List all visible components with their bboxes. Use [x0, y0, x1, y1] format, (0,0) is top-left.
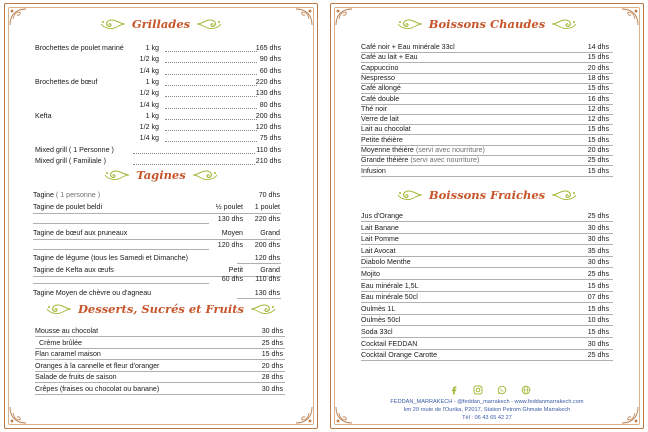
table-row	[5, 274, 317, 285]
dish-name-text: Tagine de poulet beldi	[33, 203, 103, 211]
drink-price: 15 dhs	[587, 125, 609, 134]
drink-price: 30 dhs	[587, 223, 609, 232]
drink-name: Oulmès 50cl	[361, 316, 401, 325]
table-row	[331, 339, 643, 350]
drink-name	[361, 64, 398, 73]
leader-line	[33, 249, 209, 250]
dish-name	[33, 229, 127, 238]
dish-size-price: 70 dhs	[258, 191, 280, 199]
table-row	[331, 304, 643, 315]
section-header-desserts	[5, 298, 317, 320]
drink-price: 30 dhs	[587, 258, 609, 267]
dish-name: Mixed grill ( 1 Personne )	[35, 145, 114, 154]
table-row	[331, 223, 643, 234]
dish-size-price: Grand	[260, 229, 280, 237]
footer-address-line: km 29 route de l'Ourika, P2017, Station Petrom Ghmate Marrakech	[403, 407, 571, 413]
drink-price: 35 dhs	[587, 246, 609, 255]
table-row	[5, 100, 317, 111]
table-row	[331, 350, 643, 361]
leader-line	[361, 360, 613, 361]
drink-name	[361, 125, 411, 134]
dish-name: Brochettes de poulet mariné	[35, 44, 124, 52]
drink-price: 15 dhs	[587, 166, 609, 175]
drink-name: Lait Pomme	[361, 235, 399, 244]
drink-name: Diabolo Menthe	[361, 258, 411, 267]
drink-name	[361, 156, 479, 165]
dish-size-price: 120 dhs	[217, 241, 243, 249]
drink-name: Cocktail Orange Carotte	[361, 351, 438, 360]
corner-ornament-icon	[8, 405, 28, 425]
drink-price: 20 dhs	[587, 63, 609, 72]
leader-line	[33, 223, 209, 224]
drink-name-text: Café double	[361, 94, 400, 103]
dish-price: 90 dhs	[259, 55, 281, 64]
table-row	[5, 326, 317, 337]
drink-price: 15 dhs	[587, 135, 609, 144]
drink-name-text: Café noir + Eau minérale 33cl	[361, 43, 455, 51]
dish-name	[33, 191, 100, 200]
dish-name-text: Tagine Moyen de chèvre ou d'agneau	[33, 289, 152, 297]
dish-size-price: 200 dhs	[254, 241, 280, 249]
leader-line	[237, 263, 281, 264]
table-row	[331, 281, 643, 292]
drink-price: 30 dhs	[587, 235, 609, 244]
dish-price: 200 dhs	[255, 111, 281, 120]
table-row	[5, 361, 317, 372]
section-header-boissons-chaudes	[331, 13, 643, 35]
table-row	[5, 349, 317, 360]
drink-name-text: Verre de lait	[361, 115, 399, 124]
table-row	[331, 246, 643, 257]
drink-price: 18 dhs	[587, 73, 609, 82]
dish-size-price: Grand	[260, 266, 280, 274]
swirl-ornament-icon	[551, 17, 577, 31]
swirl-ornament-icon	[100, 17, 126, 31]
table-row	[5, 338, 317, 349]
table-row	[5, 66, 317, 77]
corner-ornament-icon	[294, 405, 314, 425]
drink-price: 07 dhs	[587, 293, 609, 302]
swirl-ornament-icon	[397, 188, 423, 202]
section-title: Grillades	[131, 17, 191, 31]
dish-price: 25 dhs	[261, 338, 283, 347]
drink-name	[361, 115, 399, 124]
table-row	[5, 190, 317, 201]
menu-page-left	[4, 3, 318, 429]
dish-price: 165 dhs	[255, 44, 281, 52]
drink-name-text: Thé noir	[361, 104, 388, 113]
drink-price: 25 dhs	[587, 212, 609, 220]
swirl-ornament-icon	[250, 302, 276, 316]
section-title: Desserts, Sucrés et Fruits	[77, 302, 245, 316]
drink-price: 10 dhs	[587, 316, 609, 325]
table-row	[5, 54, 317, 65]
leader-dots	[165, 51, 257, 52]
drink-price: 12 dhs	[587, 115, 609, 124]
dish-price: 75 dhs	[259, 134, 281, 143]
dish-name: Salade de fruits de saison	[35, 373, 117, 382]
drink-name: Soda 33cl	[361, 328, 393, 336]
drink-name: Eau minérale 1,5L	[361, 281, 419, 290]
dish-name: Kefta	[35, 111, 52, 120]
dish-name-text: Tagine de bœuf aux pruneaux	[33, 229, 128, 237]
dish-price: 110 dhs	[256, 145, 281, 154]
table-row	[331, 315, 643, 326]
table-row	[5, 384, 317, 395]
swirl-ornament-icon	[551, 188, 577, 202]
leader-dots	[165, 74, 257, 75]
drink-price: 25 dhs	[587, 270, 609, 278]
instagram-icon[interactable]	[473, 385, 483, 395]
table-row	[5, 240, 317, 251]
table-row	[5, 372, 317, 383]
dish-size-price: 120 dhs	[254, 254, 280, 262]
drink-name	[361, 105, 387, 114]
dish-name: Oranges à la cannelle et fleur d'oranger	[35, 361, 160, 370]
dish-quantity: 1/4 kg	[139, 66, 159, 75]
dish-name-text: Tagine	[33, 191, 54, 199]
swirl-ornament-icon	[397, 17, 423, 31]
dish-name: Crème brûlée	[39, 338, 82, 347]
leader-dots	[165, 108, 257, 109]
table-row	[5, 77, 317, 88]
drink-name-text: Lait au chocolat	[361, 125, 411, 134]
drink-name	[361, 84, 401, 93]
drink-name-text: Petite théière	[361, 135, 403, 144]
footer-phone-line: Tél : 06 43 65 42 27	[462, 415, 512, 421]
leader-line	[33, 283, 209, 284]
table-row	[5, 43, 317, 54]
dish-price: 120 dhs	[255, 123, 281, 132]
dish-price: 60 dhs	[259, 66, 281, 75]
drink-price: 15 dhs	[587, 84, 609, 93]
drink-note: (servi avec nourriture)	[410, 156, 480, 165]
drink-price: 25 dhs	[587, 351, 609, 360]
table-row	[5, 111, 317, 122]
table-row	[331, 269, 643, 280]
table-row	[5, 214, 317, 225]
dish-price: 220 dhs	[255, 77, 281, 86]
drink-name-text: Infusion	[361, 166, 386, 175]
menu-page-right	[330, 3, 644, 429]
leader-dots	[165, 96, 257, 97]
dish-quantity: 1 kg	[145, 44, 159, 52]
section-title: Tagines	[136, 168, 186, 182]
leader-dots	[165, 119, 257, 120]
section-header-grillades	[5, 13, 317, 35]
dish-size-price: 60 dhs	[221, 275, 243, 283]
section-header-tagines	[5, 164, 317, 186]
section-header-boissons-fraiches	[331, 184, 643, 206]
leader-line	[35, 394, 285, 395]
drink-price: 25 dhs	[587, 156, 609, 165]
drink-name	[361, 53, 418, 62]
table-row	[5, 88, 317, 99]
swirl-ornament-icon	[196, 17, 222, 31]
dish-quantity: 1/4 kg	[139, 134, 159, 143]
dish-name	[33, 289, 151, 298]
dish-name-text: Tagine de légume (tous les Samedi et Dimanche)	[33, 254, 188, 262]
drink-price: 15 dhs	[587, 328, 609, 336]
drink-price: 15 dhs	[587, 53, 609, 62]
drink-name: Mojito	[361, 270, 380, 278]
dish-name: Brochettes de bœuf	[35, 77, 98, 86]
table-row	[5, 133, 317, 144]
swirl-ornament-icon	[46, 302, 72, 316]
leader-dots	[133, 153, 255, 154]
drink-price: 14 dhs	[587, 43, 609, 51]
drink-name	[361, 74, 395, 83]
dish-quantity: 1/2 kg	[139, 123, 159, 132]
table-row	[5, 228, 317, 239]
drink-name	[361, 95, 399, 104]
drink-name: Cocktail FEDDAN	[361, 339, 418, 348]
dish-price: 20 dhs	[261, 361, 283, 370]
drink-name: Oulmès 1L	[361, 304, 396, 313]
leader-dots	[165, 62, 257, 63]
dish-name: Flan caramel maison	[35, 350, 101, 359]
leader-line	[361, 176, 613, 177]
drink-name	[361, 136, 403, 145]
drink-name-text: Cappuccino	[361, 63, 399, 72]
dish-size-price: 110 dhs	[255, 275, 280, 283]
section-title: Boissons Chaudes	[428, 17, 546, 31]
leader-dots	[165, 130, 257, 131]
table-row	[331, 327, 643, 338]
web-icon[interactable]	[521, 385, 531, 395]
dish-price: 30 dhs	[261, 385, 283, 393]
dish-note: ( 1 personne )	[55, 191, 101, 199]
drink-name: Lait Banane	[361, 223, 399, 232]
dish-price: 210 dhs	[255, 157, 281, 165]
table-row	[331, 234, 643, 245]
dish-name: Mixed grill ( Familiale )	[35, 157, 106, 165]
dish-name-text: Tagine de Kefta aux œufs	[33, 266, 114, 274]
dish-size-price: Moyen	[221, 229, 243, 237]
drink-name: Jus d'Orange	[361, 212, 403, 220]
table-row	[5, 145, 317, 156]
dish-size-price: 220 dhs	[254, 215, 280, 223]
dish-quantity: 1/2 kg	[139, 55, 159, 64]
drink-name-text: Grande théière	[361, 156, 409, 165]
dish-price: 15 dhs	[261, 350, 283, 359]
drink-name-text: Nespresso	[361, 73, 395, 82]
facebook-icon[interactable]	[449, 385, 459, 395]
dish-price: 30 dhs	[261, 327, 283, 335]
swirl-ornament-icon	[104, 168, 130, 182]
table-row	[331, 257, 643, 268]
social-icons	[449, 385, 531, 395]
dish-size-price: 130 dhs	[254, 289, 280, 297]
drink-price: 12 dhs	[587, 104, 609, 113]
drink-name-text: Moyenne théière	[361, 146, 414, 154]
drink-name-text: Café au lait + Eau	[361, 53, 418, 62]
drink-name	[361, 167, 386, 176]
dish-size-price: ½ poulet	[215, 203, 243, 211]
dish-price: 130 dhs	[255, 89, 281, 98]
section-title: Boissons Fraiches	[428, 188, 546, 202]
dish-price: 28 dhs	[261, 373, 283, 382]
table-row	[5, 202, 317, 213]
dish-quantity: 1/4 kg	[139, 100, 159, 109]
table-row	[5, 122, 317, 133]
drink-price: 30 dhs	[587, 339, 609, 348]
table-row	[331, 211, 643, 222]
table-row	[331, 166, 643, 177]
table-row	[5, 253, 317, 264]
dish-size-price: 130 dhs	[217, 215, 243, 223]
whatsapp-icon[interactable]	[497, 385, 507, 395]
drink-name	[361, 43, 455, 52]
drink-name: Eau minérale 50cl	[361, 293, 418, 302]
drink-price: 16 dhs	[587, 94, 609, 103]
footer-contact-line: FEDDAN_MARRAKECH - @feddan_marrakech - www.feddanmarrakech.com	[390, 399, 584, 405]
drink-name: Lait Avocat	[361, 246, 396, 255]
drink-name	[361, 146, 485, 155]
dish-quantity: 1/2 kg	[139, 89, 159, 98]
swirl-ornament-icon	[192, 168, 218, 182]
dish-name: Mousse au chocolat	[35, 327, 99, 335]
dish-quantity: 1 kg	[145, 77, 159, 86]
dish-size-price: Petit	[228, 266, 243, 274]
drink-price: 15 dhs	[587, 304, 609, 313]
leader-dots	[165, 141, 257, 142]
table-row	[331, 292, 643, 303]
drink-note: (servi avec nourriture)	[415, 146, 485, 154]
dish-quantity: 1 kg	[145, 111, 159, 120]
dish-name: Crêpes (fraises ou chocolat ou banane)	[35, 385, 160, 393]
dish-size-price: 1 poulet	[254, 203, 280, 211]
drink-name-text: Café allongé	[361, 84, 401, 93]
drink-price: 15 dhs	[587, 281, 609, 290]
drink-price: 20 dhs	[587, 146, 609, 154]
dish-name	[33, 254, 188, 263]
dish-name	[33, 203, 102, 212]
leader-dots	[165, 85, 257, 86]
dish-price: 80 dhs	[259, 100, 281, 109]
